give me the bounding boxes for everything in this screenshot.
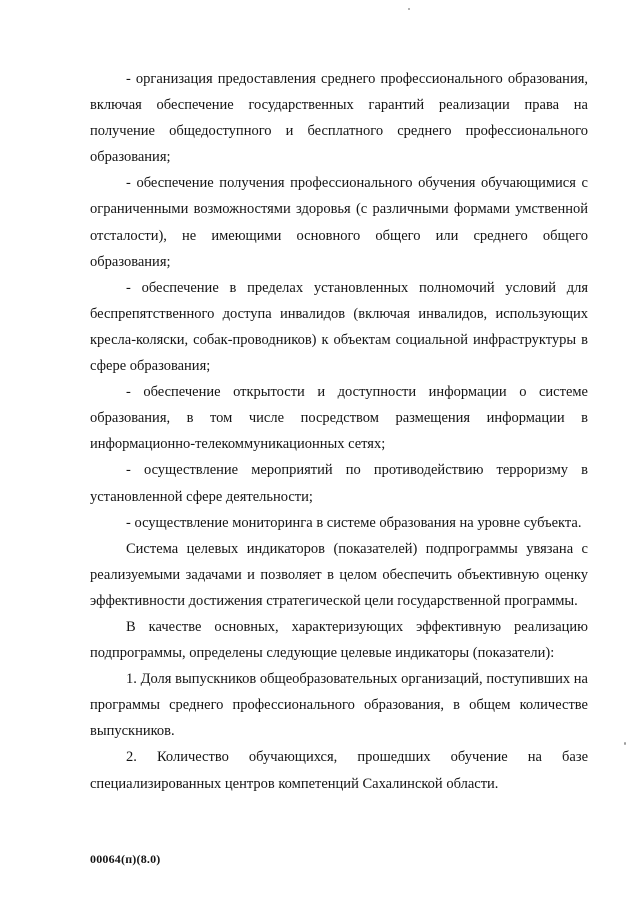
paragraph-indicator-system: Система целевых индикаторов (показателей) подпрограммы увязана с реализуемыми задачами и позволяет в целом обеспечить объективную оценку эффективности достижения стратегической цели государственной программы. bbox=[90, 540, 588, 609]
paragraph-indicator-1: 1. Доля выпускников общеобразовательных организаций, поступивших на программы среднего профессионального образования, в общем количестве выпускников. bbox=[90, 671, 588, 740]
paragraph-task-training: - обеспечение получения профессионального обучения обучающимися с ограниченными возможностями здоровья (с различными формами умственной отсталости), не имеющими основного общего или среднего общего образования; bbox=[90, 175, 588, 270]
paragraph-task-monitoring: - осуществление мониторинга в системе образования на уровне субъекта. bbox=[126, 514, 582, 531]
scan-speck bbox=[624, 742, 626, 745]
paragraph-task-accessibility: - обеспечение в пределах установленных полномочий условий для беспрепятственного доступа инвалидов (включая инвалидов, использующих кресла-коляски, собак-проводников) к объектам социальной инфраструктуры в сфере образования; bbox=[90, 279, 588, 375]
paragraph-task-antiterror: - осуществление мероприятий по противодействию терроризму в установленной сфере деятельности; bbox=[90, 462, 588, 505]
paragraph-task-spo: - организация предоставления среднего профессионального образования, включая обеспечение государственных гарантий реализации права на получение общедоступного и бесплатного среднего профессионального образования; bbox=[90, 71, 588, 166]
paragraph-task-openness: - обеспечение открытости и доступности информации о системе образования, в том числе посредством размещения информации в информационно-телекоммуникационных сетях; bbox=[90, 384, 588, 453]
scan-speck bbox=[408, 8, 410, 10]
document-body bbox=[90, 66, 588, 797]
paragraph-indicator-2: 2. Количество обучающихся, прошедших обучение на базе специализированных центров компетенций Сахалинской области. bbox=[90, 749, 588, 792]
paragraph-indicators-intro: В качестве основных, характеризующих эффективную реализацию подпрограммы, определены следующие целевые индикаторы (показатели): bbox=[90, 618, 588, 662]
document-code: 00064(п)(8.0) bbox=[90, 852, 161, 866]
